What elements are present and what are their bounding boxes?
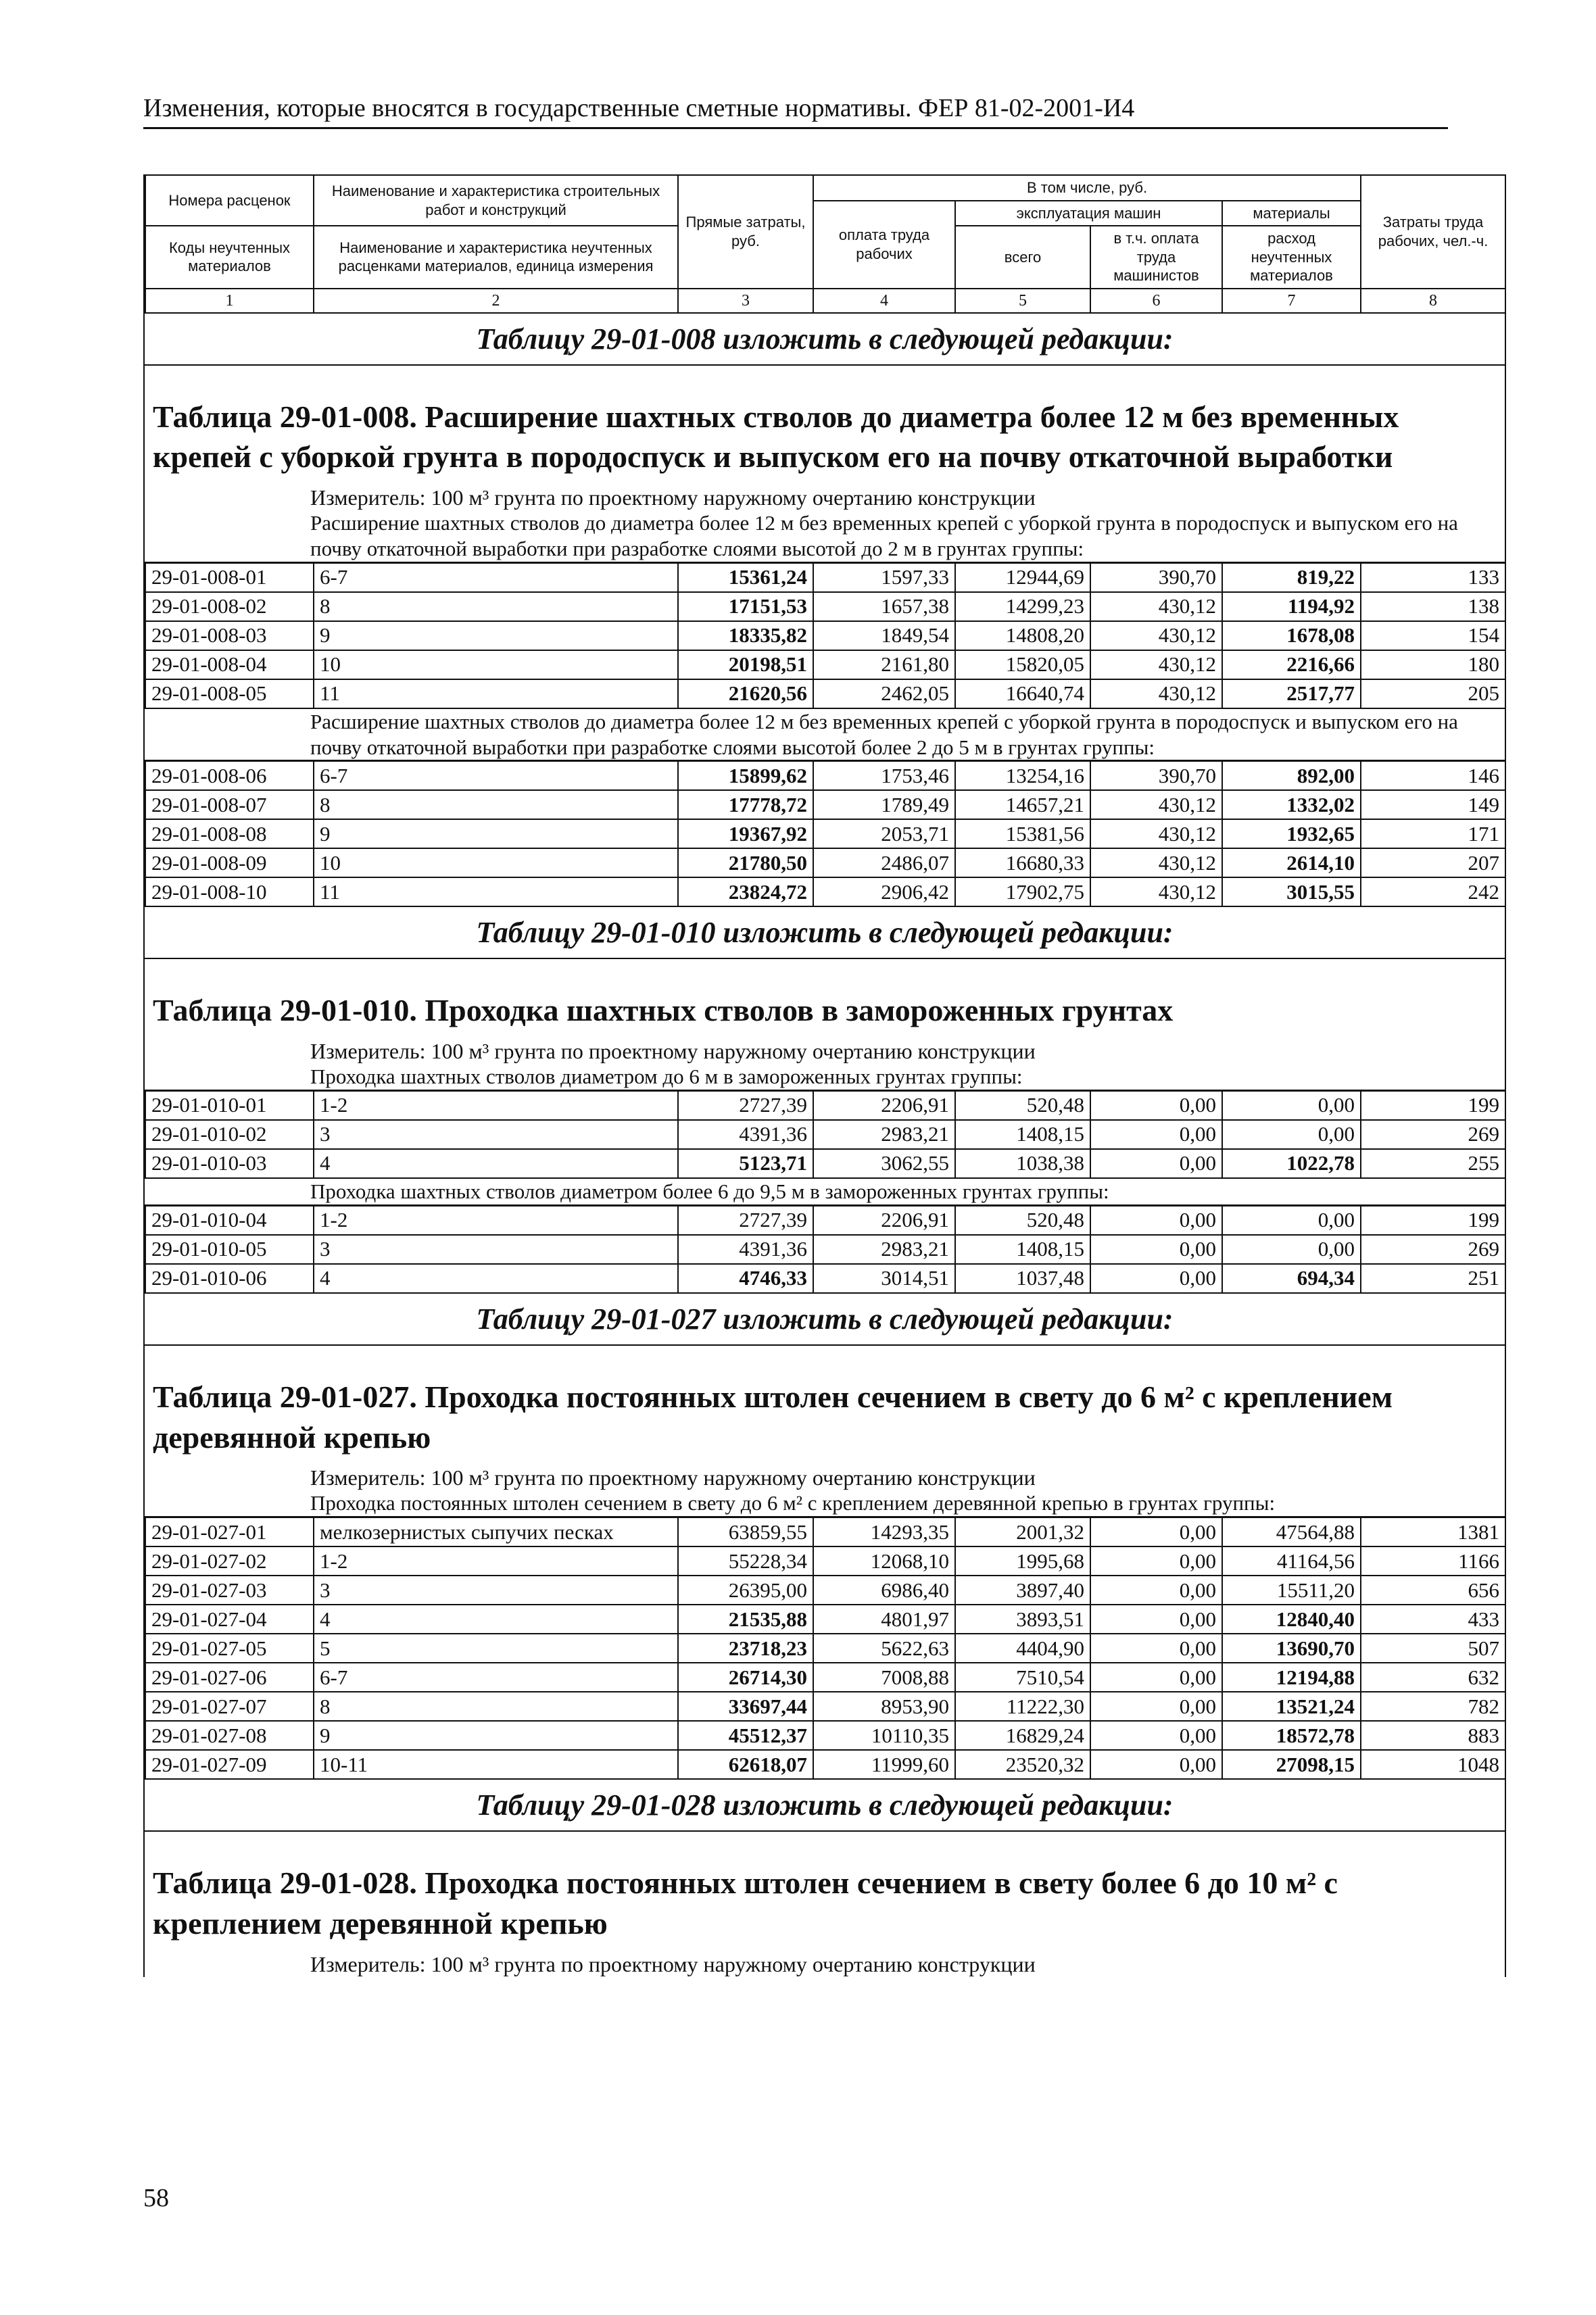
- cost-cell: 8953,90: [813, 1692, 955, 1721]
- cost-cell: 2727,39: [678, 1206, 813, 1235]
- cost-cell: 7510,54: [955, 1663, 1090, 1692]
- cost-cell: 0,00: [1090, 1576, 1222, 1605]
- table-row: [145, 1149, 1505, 1178]
- cost-cell: 20198,51: [678, 650, 813, 679]
- cost-cell: 1657,38: [813, 592, 955, 621]
- cost-cell: 4391,36: [678, 1120, 813, 1149]
- soil-group: 9: [314, 819, 678, 848]
- cost-cell: 0,00: [1222, 1120, 1361, 1149]
- soil-group: 8: [314, 1692, 678, 1721]
- table-row: [145, 1120, 1505, 1149]
- rate-code: 29-01-008-09: [145, 848, 314, 877]
- cost-cell: 255: [1361, 1149, 1505, 1178]
- cost-cell: 4746,33: [678, 1264, 813, 1293]
- cost-cell: 0,00: [1222, 1091, 1361, 1120]
- table-row: [145, 1264, 1505, 1293]
- cost-cell: 269: [1361, 1120, 1505, 1149]
- cost-cell: 13521,24: [1222, 1692, 1361, 1721]
- rate-code: 29-01-027-08: [145, 1721, 314, 1750]
- rate-code: 29-01-010-03: [145, 1149, 314, 1178]
- cost-cell: 18572,78: [1222, 1721, 1361, 1750]
- cost-cell: 11999,60: [813, 1750, 955, 1779]
- cost-cell: 2614,10: [1222, 848, 1361, 877]
- cost-cell: 0,00: [1090, 1120, 1222, 1149]
- cost-cell: 269: [1361, 1235, 1505, 1264]
- cost-cell: 13690,70: [1222, 1634, 1361, 1663]
- cost-cell: 430,12: [1090, 679, 1222, 708]
- table-row: [145, 761, 1505, 790]
- rate-code: 29-01-027-07: [145, 1692, 314, 1721]
- cost-cell: 15381,56: [955, 819, 1090, 848]
- header-materials-sub: расход неучтенных материалов: [1222, 226, 1361, 289]
- table-row: [145, 877, 1505, 906]
- measure-unit: Измеритель: 100 м³ грунта по проектному наружному очертанию конструкции: [310, 1039, 1036, 1064]
- rate-code: 29-01-008-06: [145, 761, 314, 790]
- rate-code: 29-01-008-02: [145, 592, 314, 621]
- cost-cell: 4801,97: [813, 1605, 955, 1634]
- cost-cell: 1408,15: [955, 1120, 1090, 1149]
- table-title: Таблица 29-01-028. Проходка постоянных штолен сечением в свету более 6 до 10 м² с креплением деревянной крепью: [153, 1866, 1338, 1941]
- cost-cell: 10110,35: [813, 1721, 955, 1750]
- cost-cell: 0,00: [1090, 1149, 1222, 1178]
- cost-cell: 6986,40: [813, 1576, 955, 1605]
- rates-table: [145, 562, 1506, 709]
- rate-code: 29-01-010-05: [145, 1235, 314, 1264]
- col-number: 5: [955, 289, 1090, 313]
- col-number: 1: [145, 289, 314, 313]
- cost-cell: 14293,35: [813, 1517, 955, 1546]
- cost-cell: 1753,46: [813, 761, 955, 790]
- cost-cell: 21620,56: [678, 679, 813, 708]
- table-title: Таблица 29-01-027. Проходка постоянных штолен сечением в свету до 6 м² с креплением деревянной крепью: [153, 1379, 1393, 1455]
- column-header-table: [145, 174, 1506, 314]
- cost-cell: 21535,88: [678, 1605, 813, 1634]
- cost-cell: 12944,69: [955, 563, 1090, 592]
- rates-table: [145, 1090, 1506, 1179]
- rate-code: 29-01-027-03: [145, 1576, 314, 1605]
- cost-cell: 2906,42: [813, 877, 955, 906]
- table-row: [145, 1091, 1505, 1120]
- cost-cell: 520,48: [955, 1206, 1090, 1235]
- col-number: 7: [1222, 289, 1361, 313]
- cost-cell: 2001,32: [955, 1517, 1090, 1546]
- table-row: [145, 679, 1505, 708]
- rate-code: 29-01-010-06: [145, 1264, 314, 1293]
- col-number: 2: [314, 289, 678, 313]
- header-wages: оплата труда рабочих: [813, 201, 955, 289]
- cost-cell: 0,00: [1222, 1206, 1361, 1235]
- header-work-name: Наименование и характеристика строительных работ и конструкций: [314, 175, 678, 226]
- table-row: [145, 1750, 1505, 1779]
- measure-unit: Измеритель: 100 м³ грунта по проектному наружному очертанию конструкции: [310, 1951, 1036, 1976]
- cost-cell: 41164,56: [1222, 1546, 1361, 1576]
- cost-cell: 1408,15: [955, 1235, 1090, 1264]
- cost-cell: 21780,50: [678, 848, 813, 877]
- cost-cell: 430,12: [1090, 877, 1222, 906]
- cost-cell: 0,00: [1090, 1721, 1222, 1750]
- page-number: 58: [143, 2184, 169, 2212]
- cost-cell: 433: [1361, 1605, 1505, 1634]
- cost-cell: 430,12: [1090, 819, 1222, 848]
- cost-cell: 1789,49: [813, 790, 955, 819]
- cost-cell: 149: [1361, 790, 1505, 819]
- cost-cell: 14808,20: [955, 621, 1090, 650]
- cost-cell: 1022,78: [1222, 1149, 1361, 1178]
- cost-cell: 17151,53: [678, 592, 813, 621]
- cost-cell: 0,00: [1090, 1605, 1222, 1634]
- rate-code: 29-01-027-04: [145, 1605, 314, 1634]
- rate-code: 29-01-027-02: [145, 1546, 314, 1576]
- soil-group: 6-7: [314, 1663, 678, 1692]
- cost-cell: 207: [1361, 848, 1505, 877]
- cost-cell: 0,00: [1090, 1692, 1222, 1721]
- cost-cell: 23520,32: [955, 1750, 1090, 1779]
- table-title: Таблица 29-01-010. Проходка шахтных стволов в замороженных грунтах: [153, 993, 1174, 1028]
- cost-cell: 819,22: [1222, 563, 1361, 592]
- cost-cell: 15361,24: [678, 563, 813, 592]
- group-subtitle: Проходка шахтных стволов диаметром до 6 м в замороженных грунтах группы:: [145, 1064, 1505, 1090]
- cost-cell: 15511,20: [1222, 1576, 1361, 1605]
- cost-cell: 12194,88: [1222, 1663, 1361, 1692]
- cost-cell: 2161,80: [813, 650, 955, 679]
- cost-cell: 1995,68: [955, 1546, 1090, 1576]
- cost-cell: 2462,05: [813, 679, 955, 708]
- cost-cell: 430,12: [1090, 621, 1222, 650]
- soil-group: 6-7: [314, 761, 678, 790]
- cost-cell: 242: [1361, 877, 1505, 906]
- cost-cell: 180: [1361, 650, 1505, 679]
- cost-cell: 883: [1361, 1721, 1505, 1750]
- cost-cell: 2517,77: [1222, 679, 1361, 708]
- cost-cell: 0,00: [1090, 1091, 1222, 1120]
- cost-cell: 14657,21: [955, 790, 1090, 819]
- soil-group: 9: [314, 1721, 678, 1750]
- cost-cell: 390,70: [1090, 563, 1222, 592]
- cost-cell: 14299,23: [955, 592, 1090, 621]
- table-row: [145, 1721, 1505, 1750]
- cost-cell: 0,00: [1090, 1264, 1222, 1293]
- table-row: [145, 650, 1505, 679]
- header-including: В том числе, руб.: [813, 175, 1361, 201]
- cost-cell: 1849,54: [813, 621, 955, 650]
- soil-group: мелкозернистых сыпучих песках: [314, 1517, 678, 1546]
- cost-cell: 2206,91: [813, 1206, 955, 1235]
- cost-cell: 18335,82: [678, 621, 813, 650]
- rates-table: [145, 760, 1506, 907]
- cost-cell: 632: [1361, 1663, 1505, 1692]
- cost-cell: 2727,39: [678, 1091, 813, 1120]
- cost-cell: 205: [1361, 679, 1505, 708]
- table-title: Таблица 29-01-008. Расширение шахтных стволов до диаметра более 12 м без временных крепей с уборкой грунта в породоспуск и выпуском его на почву откаточной выработки: [153, 399, 1399, 474]
- rate-code: 29-01-008-10: [145, 877, 314, 906]
- cost-cell: 4391,36: [678, 1235, 813, 1264]
- cost-cell: 63859,55: [678, 1517, 813, 1546]
- table-row: [145, 563, 1505, 592]
- cost-cell: 26714,30: [678, 1663, 813, 1692]
- header-rate-numbers: Номера расценок: [145, 175, 314, 226]
- cost-cell: 199: [1361, 1206, 1505, 1235]
- cost-cell: 15899,62: [678, 761, 813, 790]
- header-machines-total: всего: [955, 226, 1090, 289]
- table-row: [145, 1517, 1505, 1546]
- cost-cell: 1932,65: [1222, 819, 1361, 848]
- header-material-codes: Коды неучтенных материалов: [145, 226, 314, 289]
- soil-group: 1-2: [314, 1091, 678, 1120]
- table-row: [145, 819, 1505, 848]
- cost-cell: 12068,10: [813, 1546, 955, 1576]
- soil-group: 4: [314, 1149, 678, 1178]
- table-row: [145, 1605, 1505, 1634]
- cost-cell: 2983,21: [813, 1235, 955, 1264]
- table-row: [145, 1546, 1505, 1576]
- cost-cell: 33697,44: [678, 1692, 813, 1721]
- cost-cell: 146: [1361, 761, 1505, 790]
- rate-code: 29-01-008-05: [145, 679, 314, 708]
- cost-cell: 1597,33: [813, 563, 955, 592]
- cost-cell: 199: [1361, 1091, 1505, 1120]
- cost-cell: 1381: [1361, 1517, 1505, 1546]
- col-number: 4: [813, 289, 955, 313]
- cost-cell: 390,70: [1090, 761, 1222, 790]
- cost-cell: 5622,63: [813, 1634, 955, 1663]
- soil-group: 1-2: [314, 1546, 678, 1576]
- cost-cell: 3062,55: [813, 1149, 955, 1178]
- cost-cell: 1038,38: [955, 1149, 1090, 1178]
- cost-cell: 23824,72: [678, 877, 813, 906]
- table-row: [145, 1576, 1505, 1605]
- rate-code: 29-01-008-04: [145, 650, 314, 679]
- cost-cell: 2486,07: [813, 848, 955, 877]
- cost-cell: 1037,48: [955, 1264, 1090, 1293]
- cost-cell: 7008,88: [813, 1663, 955, 1692]
- table-row: [145, 1663, 1505, 1692]
- cost-cell: 0,00: [1090, 1634, 1222, 1663]
- cost-cell: 0,00: [1090, 1517, 1222, 1546]
- cost-cell: 1332,02: [1222, 790, 1361, 819]
- group-subtitle: Расширение шахтных стволов до диаметра более 12 м без временных крепей с уборкой грунта в породоспуск и выпуском его на почву откаточной выработки при разработке слоями высотой до 2 м в грунтах группы:: [145, 510, 1505, 562]
- soil-group: 10: [314, 650, 678, 679]
- cost-cell: 45512,37: [678, 1721, 813, 1750]
- header-material-names: Наименование и характеристика неучтенных расценками материалов, единица измерения: [314, 226, 678, 289]
- soil-group: 10: [314, 848, 678, 877]
- measure-unit: Измеритель: 100 м³ грунта по проектному наружному очертанию конструкции: [310, 1465, 1036, 1490]
- group-subtitle: Расширение шахтных стволов до диаметра более 12 м без временных крепей с уборкой грунта в породоспуск и выпуском его на почву откаточной выработки при разработке слоями высотой более 2 до 5 м в грунтах группы:: [145, 709, 1505, 761]
- header-direct-costs: Прямые затраты, руб.: [678, 175, 813, 289]
- cost-cell: 430,12: [1090, 848, 1222, 877]
- cost-cell: 55228,34: [678, 1546, 813, 1576]
- rate-code: 29-01-010-04: [145, 1206, 314, 1235]
- soil-group: 3: [314, 1235, 678, 1264]
- rate-code: 29-01-027-05: [145, 1634, 314, 1663]
- edit-note: Таблицу 29-01-010 изложить в следующей редакции:: [145, 907, 1505, 959]
- cost-cell: 154: [1361, 621, 1505, 650]
- cost-cell: 4404,90: [955, 1634, 1090, 1663]
- cost-cell: 62618,07: [678, 1750, 813, 1779]
- table-row: [145, 790, 1505, 819]
- cost-cell: 507: [1361, 1634, 1505, 1663]
- cost-cell: 16680,33: [955, 848, 1090, 877]
- rate-code: 29-01-008-01: [145, 563, 314, 592]
- table-row: [145, 1235, 1505, 1264]
- header-labor: Затраты труда рабочих, чел.-ч.: [1361, 175, 1505, 289]
- cost-cell: 12840,40: [1222, 1605, 1361, 1634]
- soil-group: 6-7: [314, 563, 678, 592]
- soil-group: 5: [314, 1634, 678, 1663]
- cost-cell: 1194,92: [1222, 592, 1361, 621]
- cost-cell: 1166: [1361, 1546, 1505, 1576]
- cost-cell: 656: [1361, 1576, 1505, 1605]
- document-body: [143, 174, 1506, 1977]
- soil-group: 10-11: [314, 1750, 678, 1779]
- cost-cell: 520,48: [955, 1091, 1090, 1120]
- cost-cell: 26395,00: [678, 1576, 813, 1605]
- edit-note: Таблицу 29-01-028 изложить в следующей редакции:: [145, 1780, 1505, 1832]
- cost-cell: 16640,74: [955, 679, 1090, 708]
- soil-group: 8: [314, 592, 678, 621]
- cost-cell: 13254,16: [955, 761, 1090, 790]
- rate-code: 29-01-010-02: [145, 1120, 314, 1149]
- rate-code: 29-01-027-01: [145, 1517, 314, 1546]
- soil-group: 11: [314, 679, 678, 708]
- header-machines-wages: в т.ч. оплата труда машинистов: [1090, 226, 1222, 289]
- cost-cell: 47564,88: [1222, 1517, 1361, 1546]
- cost-cell: 11222,30: [955, 1692, 1090, 1721]
- group-subtitle: Проходка шахтных стволов диаметром более 6 до 9,5 м в замороженных грунтах группы:: [145, 1179, 1505, 1205]
- soil-group: 1-2: [314, 1206, 678, 1235]
- cost-cell: 0,00: [1090, 1750, 1222, 1779]
- table-row: [145, 621, 1505, 650]
- table-row: [145, 1206, 1505, 1235]
- rates-table: [145, 1517, 1506, 1780]
- cost-cell: 430,12: [1090, 790, 1222, 819]
- rate-code: 29-01-010-01: [145, 1091, 314, 1120]
- header-materials: материалы: [1222, 201, 1361, 226]
- measure-unit: Измеритель: 100 м³ грунта по проектному наружному очертанию конструкции: [310, 485, 1036, 510]
- cost-cell: 3015,55: [1222, 877, 1361, 906]
- soil-group: 8: [314, 790, 678, 819]
- group-subtitle: Проходка постоянных штолен сечением в свету до 6 м² с креплением деревянной крепью в грунтах группы:: [145, 1490, 1505, 1517]
- cost-cell: 5123,71: [678, 1149, 813, 1178]
- cost-cell: 0,00: [1090, 1546, 1222, 1576]
- cost-cell: 3893,51: [955, 1605, 1090, 1634]
- rate-code: 29-01-008-07: [145, 790, 314, 819]
- table-row: [145, 1692, 1505, 1721]
- cost-cell: 15820,05: [955, 650, 1090, 679]
- cost-cell: 782: [1361, 1692, 1505, 1721]
- edit-note: Таблицу 29-01-027 изложить в следующей редакции:: [145, 1294, 1505, 1346]
- cost-cell: 2216,66: [1222, 650, 1361, 679]
- cost-cell: 133: [1361, 563, 1505, 592]
- cost-cell: 430,12: [1090, 592, 1222, 621]
- cost-cell: 171: [1361, 819, 1505, 848]
- cost-cell: 19367,92: [678, 819, 813, 848]
- table-row: [145, 848, 1505, 877]
- cost-cell: 3014,51: [813, 1264, 955, 1293]
- cost-cell: 892,00: [1222, 761, 1361, 790]
- cost-cell: 138: [1361, 592, 1505, 621]
- edit-note: Таблицу 29-01-008 изложить в следующей редакции:: [145, 314, 1505, 366]
- sections-container: [145, 314, 1505, 1977]
- cost-cell: 0,00: [1090, 1235, 1222, 1264]
- header-machines: эксплуатация машин: [955, 201, 1222, 226]
- cost-cell: 2053,71: [813, 819, 955, 848]
- cost-cell: 3897,40: [955, 1576, 1090, 1605]
- rate-code: 29-01-008-03: [145, 621, 314, 650]
- cost-cell: 430,12: [1090, 650, 1222, 679]
- cost-cell: 694,34: [1222, 1264, 1361, 1293]
- cost-cell: 251: [1361, 1264, 1505, 1293]
- col-number: 6: [1090, 289, 1222, 313]
- table-row: [145, 592, 1505, 621]
- soil-group: 3: [314, 1576, 678, 1605]
- cost-cell: 2983,21: [813, 1120, 955, 1149]
- soil-group: 4: [314, 1605, 678, 1634]
- cost-cell: 0,00: [1222, 1235, 1361, 1264]
- rate-code: 29-01-027-06: [145, 1663, 314, 1692]
- cost-cell: 27098,15: [1222, 1750, 1361, 1779]
- rate-code: 29-01-027-09: [145, 1750, 314, 1779]
- col-number: 3: [678, 289, 813, 313]
- cost-cell: 23718,23: [678, 1634, 813, 1663]
- cost-cell: 1048: [1361, 1750, 1505, 1779]
- table-row: [145, 1634, 1505, 1663]
- cost-cell: 2206,91: [813, 1091, 955, 1120]
- cost-cell: 0,00: [1090, 1663, 1222, 1692]
- rate-code: 29-01-008-08: [145, 819, 314, 848]
- cost-cell: 16829,24: [955, 1721, 1090, 1750]
- cost-cell: 17902,75: [955, 877, 1090, 906]
- soil-group: 11: [314, 877, 678, 906]
- soil-group: 4: [314, 1264, 678, 1293]
- page-header: Изменения, которые вносятся в государственные сметные нормативы. ФЕР 81-02-2001-И4: [143, 93, 1448, 129]
- cost-cell: 1678,08: [1222, 621, 1361, 650]
- col-number: 8: [1361, 289, 1505, 313]
- cost-cell: 17778,72: [678, 790, 813, 819]
- soil-group: 3: [314, 1120, 678, 1149]
- soil-group: 9: [314, 621, 678, 650]
- rates-table: [145, 1205, 1506, 1294]
- cost-cell: 0,00: [1090, 1206, 1222, 1235]
